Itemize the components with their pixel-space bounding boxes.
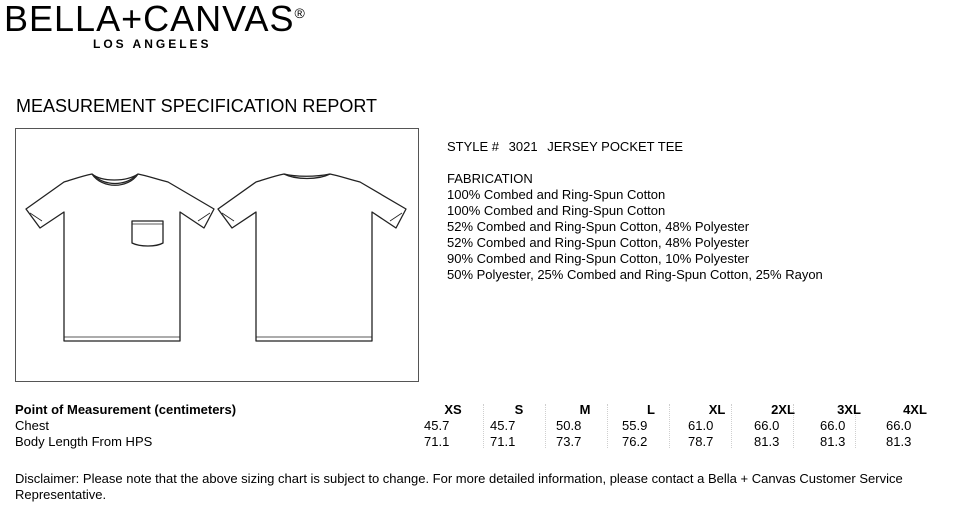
fabrication-item: 100% Combed and Ring-Spun Cotton <box>447 203 666 218</box>
fabrication-item: 52% Combed and Ring-Spun Cotton, 48% Polyester <box>447 235 750 250</box>
table-cell: 66.0 <box>754 418 780 433</box>
fabrication-item: 50% Polyester, 25% Combed and Ring-Spun Cotton, 25% Rayon <box>447 267 823 282</box>
size-header: 4XL <box>903 402 927 417</box>
brand-name: BELLA+CANVAS <box>4 0 295 39</box>
table-cell: 81.3 <box>754 434 780 449</box>
table-cell: 78.7 <box>688 434 714 449</box>
registered-mark: ® <box>294 5 306 21</box>
fabrication-item: 52% Combed and Ring-Spun Cotton, 48% Polyester <box>447 219 750 234</box>
table-row <box>15 418 948 434</box>
brand-logo <box>4 0 306 40</box>
table-cell: 50.8 <box>556 418 582 433</box>
table-row <box>15 434 948 450</box>
product-illustration-frame <box>15 128 419 382</box>
table-cell: 73.7 <box>556 434 582 449</box>
table-cell: 61.0 <box>688 418 714 433</box>
table-cell: 71.1 <box>424 434 450 449</box>
size-header: 3XL <box>837 402 861 417</box>
table-cell: 81.3 <box>820 434 846 449</box>
size-header: L <box>647 402 655 417</box>
tee-illustration <box>16 129 420 383</box>
tee-front-drawing <box>26 174 214 341</box>
table-cell: 55.9 <box>622 418 648 433</box>
measurement-table <box>15 402 948 450</box>
table-cell: 45.7 <box>424 418 450 433</box>
row-label: Body Length From HPS <box>15 434 153 449</box>
style-line <box>447 139 683 155</box>
size-header: 2XL <box>771 402 795 417</box>
table-cell: 45.7 <box>490 418 516 433</box>
table-cell: 81.3 <box>886 434 912 449</box>
point-of-measurement-header: Point of Measurement (centimeters) <box>15 402 237 417</box>
size-header: XS <box>444 402 462 417</box>
table-cell: 66.0 <box>886 418 912 433</box>
style-label: STYLE # <box>447 139 500 154</box>
fabrication-item: 100% Combed and Ring-Spun Cotton <box>447 187 666 202</box>
table-cell: 66.0 <box>820 418 846 433</box>
disclaimer: Disclaimer: Please note that the above sizing chart is subject to change. For more detailed information, please contact a Bella + Canvas Customer Service Representative. <box>15 471 903 502</box>
style-number: 3021 <box>508 139 538 154</box>
style-name: JERSEY POCKET TEE <box>547 139 684 154</box>
size-header: S <box>514 402 524 417</box>
fabrication-section <box>447 171 823 283</box>
tee-back-drawing <box>218 174 406 341</box>
size-header: M <box>579 402 591 417</box>
table-cell: 76.2 <box>622 434 648 449</box>
size-header: XL <box>708 402 726 417</box>
fabrication-heading: FABRICATION <box>447 171 533 186</box>
table-cell: 71.1 <box>490 434 516 449</box>
fabrication-item: 90% Combed and Ring-Spun Cotton, 10% Polyester <box>447 251 750 266</box>
row-label: Chest <box>15 418 49 433</box>
brand-location: LOS ANGELES <box>93 37 212 51</box>
table-header-row <box>15 402 948 418</box>
report-title: MEASUREMENT SPECIFICATION REPORT <box>16 96 378 116</box>
